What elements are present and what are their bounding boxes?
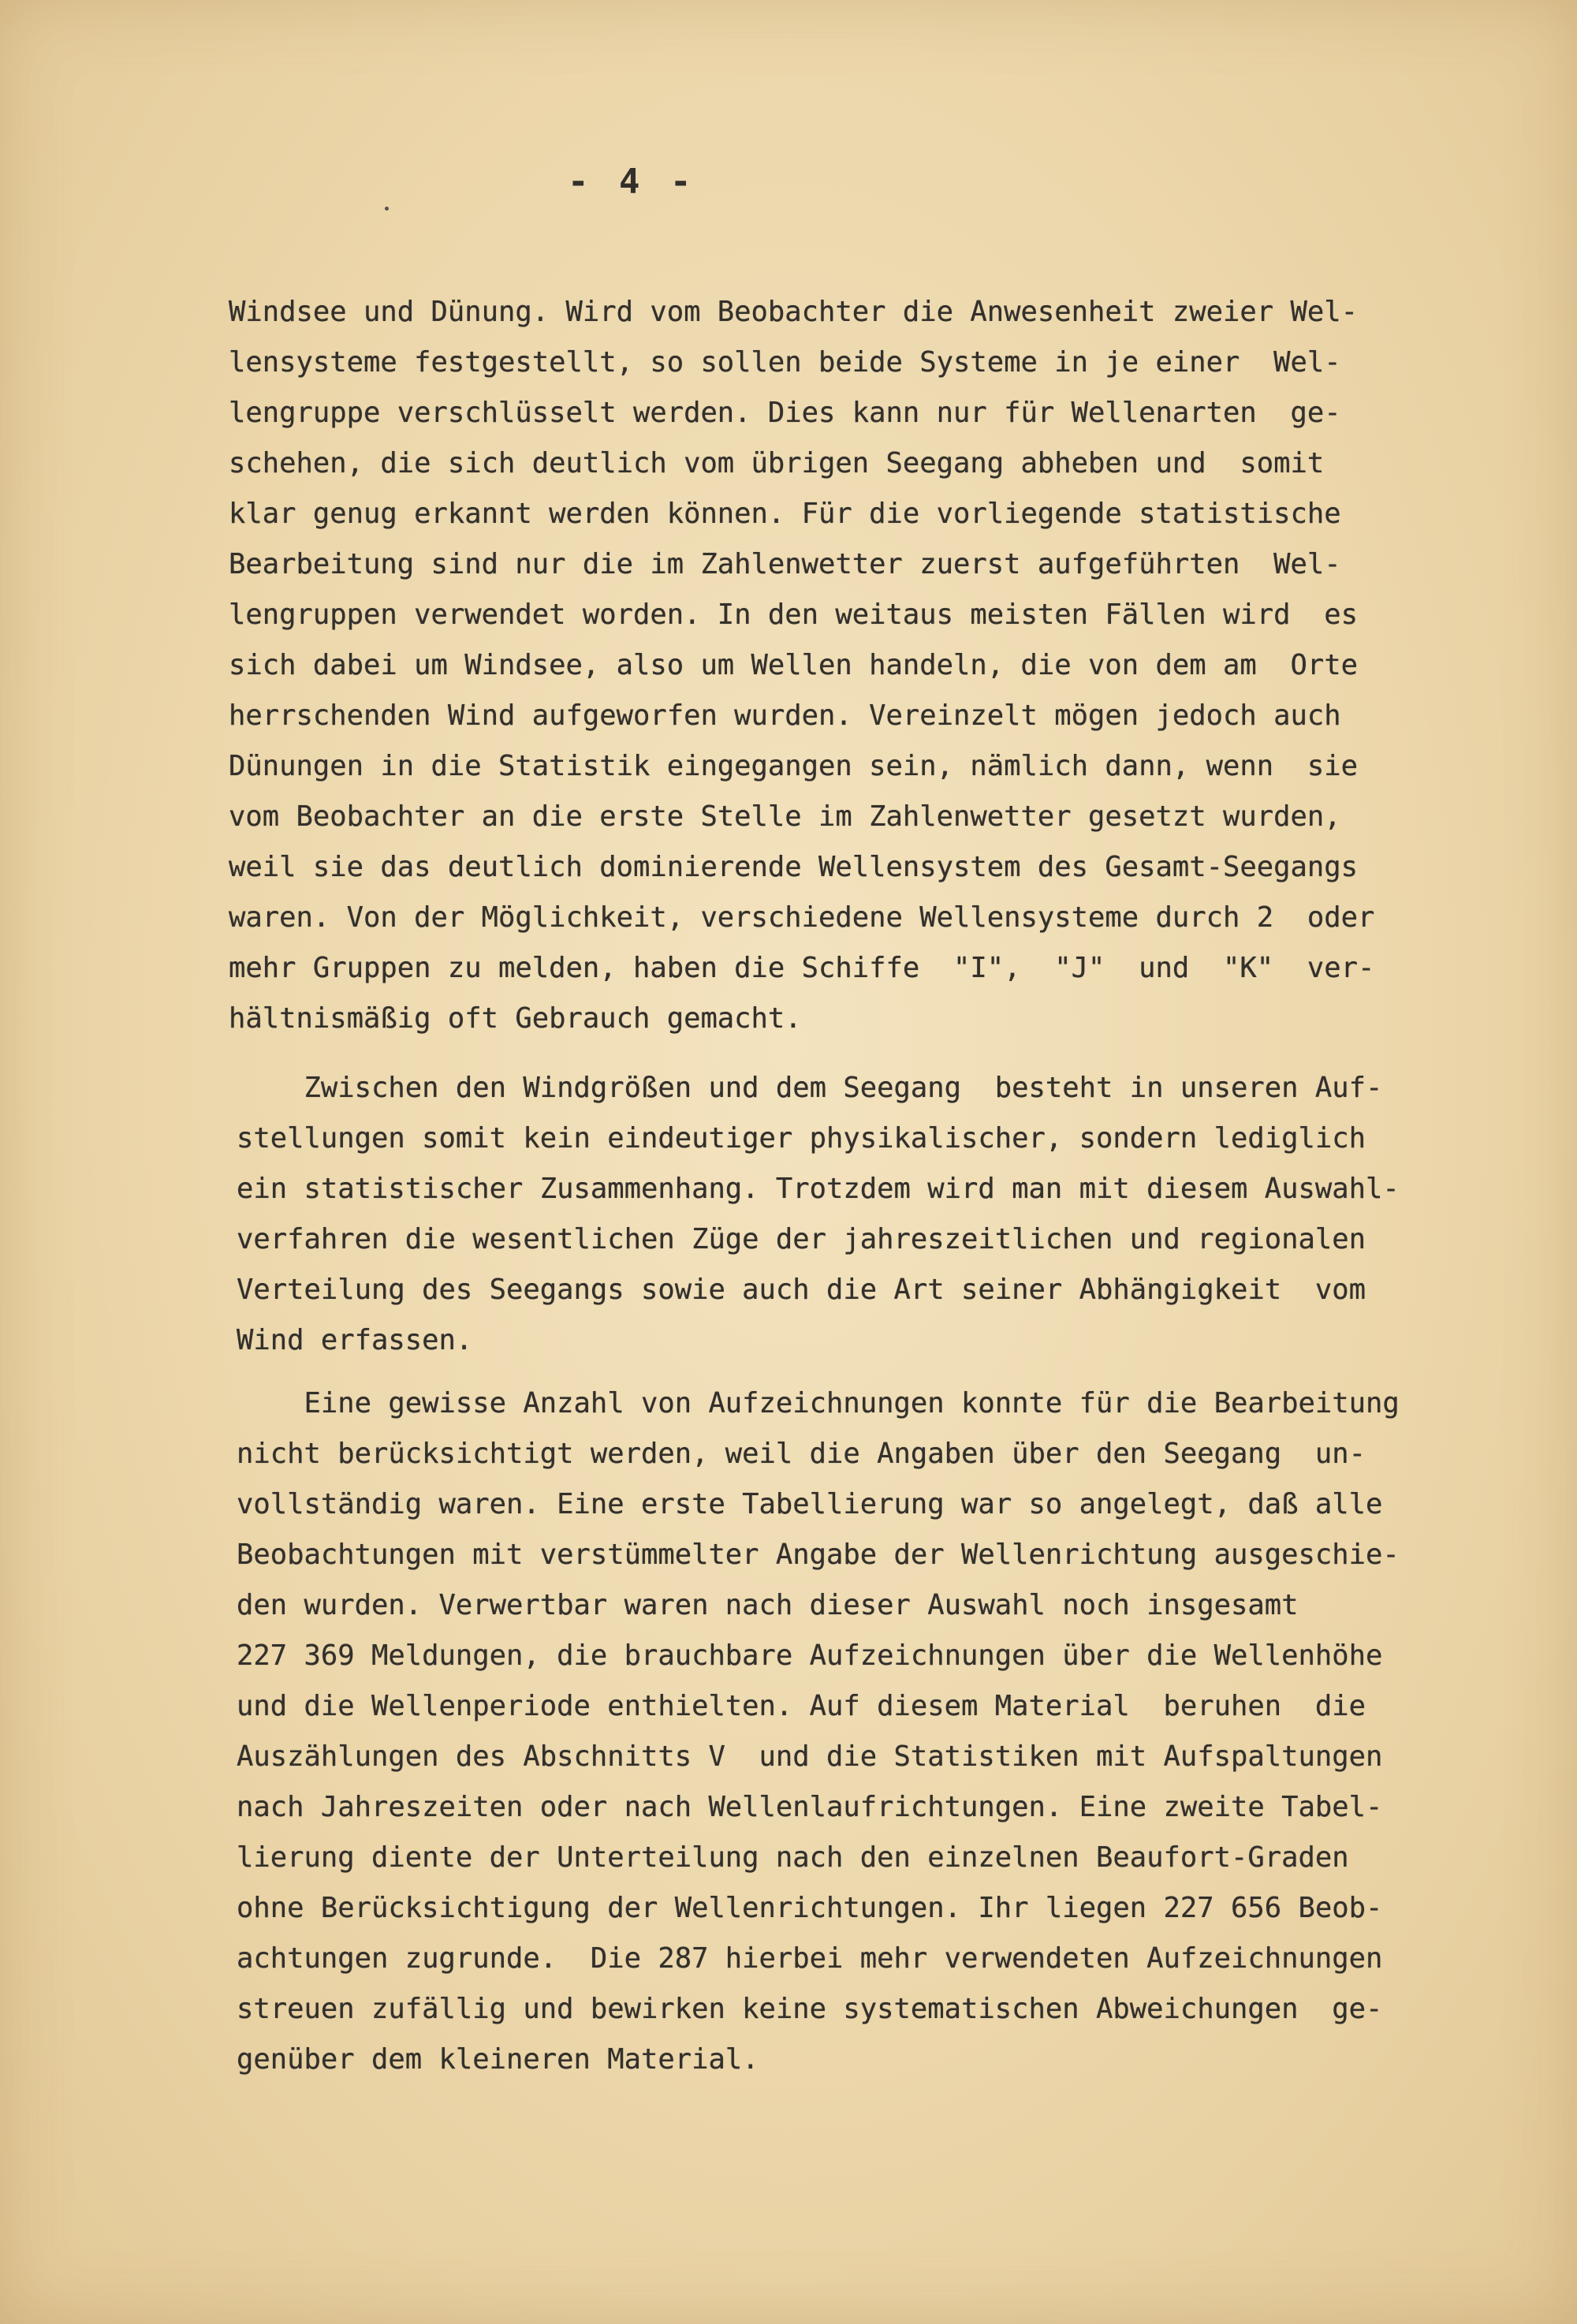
text-line: den wurden. Verwertbar waren nach dieser Auswahl noch insgesamt <box>237 1589 1299 1621</box>
page-number: - 4 - <box>568 162 696 202</box>
text-line: streuen zufällig und bewirken keine systematischen Abweichungen ge- <box>237 1993 1383 2025</box>
text-line: lierung diente der Unterteilung nach den einzelnen Beaufort-Graden <box>237 1841 1349 1874</box>
text-line: weil sie das deutlich dominierende Wellensystem des Gesamt-Seegangs <box>229 851 1358 883</box>
text-line: waren. Von der Möglichkeit, verschiedene Wellensysteme durch 2 oder <box>229 901 1375 934</box>
text-line: vollständig waren. Eine erste Tabellierung war so angelegt, daß alle <box>237 1488 1383 1520</box>
text-line: Auszählungen des Abschnitts V und die Statistiken mit Aufspaltungen <box>237 1740 1383 1773</box>
text-line: lengruppe verschlüsselt werden. Dies kann nur für Wellenarten ge- <box>229 397 1341 429</box>
text-line: ein statistischer Zusammenhang. Trotzdem wird man mit diesem Auswahl- <box>237 1173 1400 1205</box>
text-line: ohne Berücksichtigung der Wellenrichtungen. Ihr liegen 227 656 Beob- <box>237 1892 1383 1924</box>
text-line: Windsee und Dünung. Wird vom Beobachter die Anwesenheit zweier Wel- <box>229 296 1358 328</box>
text-line: lensysteme festgestellt, so sollen beide Systeme in je einer Wel- <box>229 346 1341 379</box>
text-line: lengruppen verwendet worden. In den weitaus meisten Fällen wird es <box>229 599 1358 631</box>
paper-speck <box>385 207 389 211</box>
text-line: Verteilung des Seegangs sowie auch die Art seiner Abhängigkeit vom <box>237 1274 1366 1306</box>
text-line: Eine gewisse Anzahl von Aufzeichnungen konnte für die Bearbeitung <box>237 1387 1400 1419</box>
text-line: sich dabei um Windsee, also um Wellen handeln, die von dem am Orte <box>229 649 1358 681</box>
text-line: genüber dem kleineren Material. <box>237 2043 759 2076</box>
text-line: mehr Gruppen zu melden, haben die Schiffe "I", "J" und "K" ver- <box>229 952 1375 984</box>
text-line: klar genug erkannt werden können. Für die vorliegende statistische <box>229 498 1341 530</box>
text-line: 227 369 Meldungen, die brauchbare Aufzeichnungen über die Wellenhöhe <box>237 1639 1383 1672</box>
text-line: hältnismäßig oft Gebrauch gemacht. <box>229 1002 802 1035</box>
text-line: schehen, die sich deutlich vom übrigen Seegang abheben und somit <box>229 447 1325 479</box>
text-line: herrschenden Wind aufgeworfen wurden. Vereinzelt mögen jedoch auch <box>229 699 1341 732</box>
text-line: und die Wellenperiode enthielten. Auf diesem Material beruhen die <box>237 1690 1366 1722</box>
text-line: nicht berücksichtigt werden, weil die Angaben über den Seegang un- <box>237 1438 1366 1470</box>
text-line: Zwischen den Windgrößen und dem Seegang besteht in unseren Auf- <box>237 1072 1383 1104</box>
text-line: stellungen somit kein eindeutiger physikalischer, sondern lediglich <box>237 1122 1366 1155</box>
text-line: Bearbeitung sind nur die im Zahlenwetter zuerst aufgeführten Wel- <box>229 548 1341 580</box>
text-line: Dünungen in die Statistik eingegangen sein, nämlich dann, wenn sie <box>229 750 1358 782</box>
text-line: verfahren die wesentlichen Züge der jahreszeitlichen und regionalen <box>237 1223 1366 1255</box>
text-line: nach Jahreszeiten oder nach Wellenlaufrichtungen. Eine zweite Tabel- <box>237 1791 1383 1823</box>
text-line: achtungen zugrunde. Die 287 hierbei mehr verwendeten Aufzeichnungen <box>237 1942 1383 1975</box>
text-line: Beobachtungen mit verstümmelter Angabe der Wellenrichtung ausgeschie- <box>237 1539 1400 1571</box>
text-line: Wind erfassen. <box>237 1324 473 1356</box>
text-line: vom Beobachter an die erste Stelle im Zahlenwetter gesetzt wurden, <box>229 800 1341 833</box>
